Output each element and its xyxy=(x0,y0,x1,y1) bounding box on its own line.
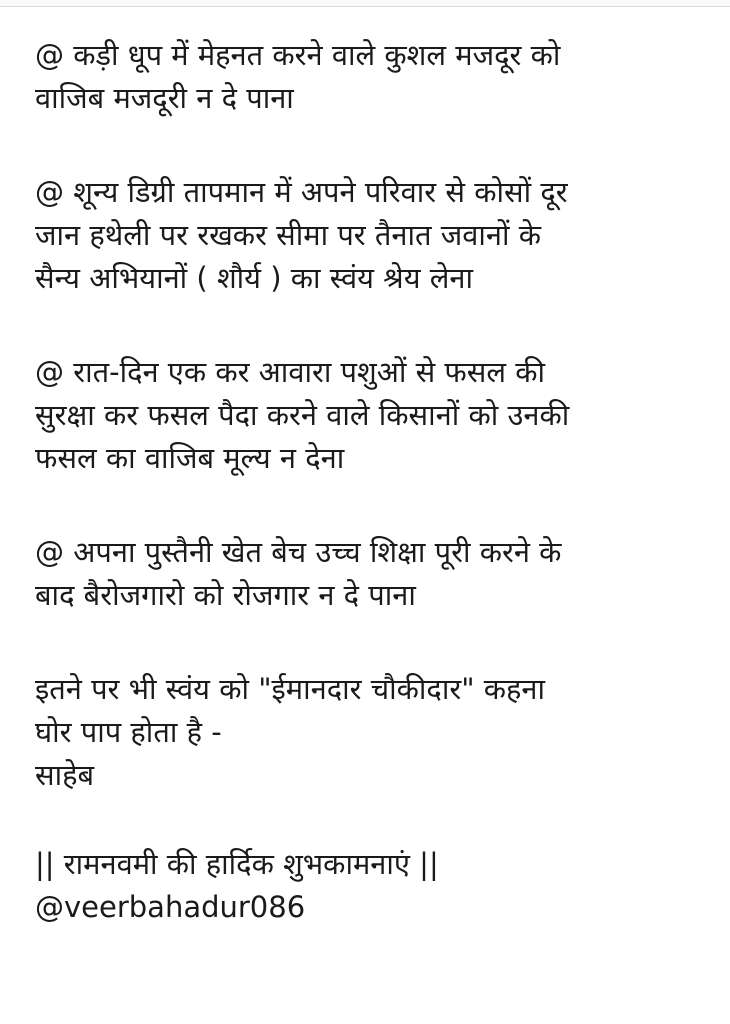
paragraph-closing xyxy=(35,668,715,797)
top-divider xyxy=(0,0,730,7)
text-line: @ शून्य डिग्री तापमान में अपने परिवार से कोसों दूर xyxy=(35,175,568,209)
text-line: @ अपना पुस्तैनी खेत बेच उच्च शिक्षा पूरी करने के xyxy=(35,535,562,569)
post-text-body xyxy=(35,34,715,929)
text-line: वाजिब मजदूरी न दे पाना xyxy=(35,81,294,115)
author-handle: @veerbahadur086 xyxy=(35,890,306,924)
text-line: साहेब xyxy=(35,758,95,792)
text-line: सैन्य अभियानों ( शौर्य ) का स्वंय श्रेय लेना xyxy=(35,261,474,295)
paragraph-laborers xyxy=(35,34,715,120)
paragraph-signoff xyxy=(35,843,715,929)
paragraph-farmers xyxy=(35,351,715,480)
text-line: घोर पाप होता है - xyxy=(35,715,222,749)
text-line: @ रात-दिन एक कर आवारा पशुओं से फसल की xyxy=(35,355,546,389)
text-line: इतने पर भी स्वंय को "ईमानदार चौकीदार" कहना xyxy=(35,672,546,706)
paragraph-unemployed xyxy=(35,531,715,617)
text-line: जान हथेली पर रखकर सीमा पर तैनात जवानों के xyxy=(35,218,542,252)
greeting-line: || रामनवमी की हार्दिक शुभकामनाएं || xyxy=(35,847,439,881)
text-line: सुरक्षा कर फसल पैदा करने वाले किसानों को उनकी xyxy=(35,398,570,432)
paragraph-soldiers xyxy=(35,171,715,300)
text-line: बाद बैरोजगारो को रोजगार न दे पाना xyxy=(35,578,416,612)
text-line: @ कड़ी धूप में मेहनत करने वाले कुशल मजदूर को xyxy=(35,38,561,72)
text-line: फसल का वाजिब मूल्य न देना xyxy=(35,441,345,475)
